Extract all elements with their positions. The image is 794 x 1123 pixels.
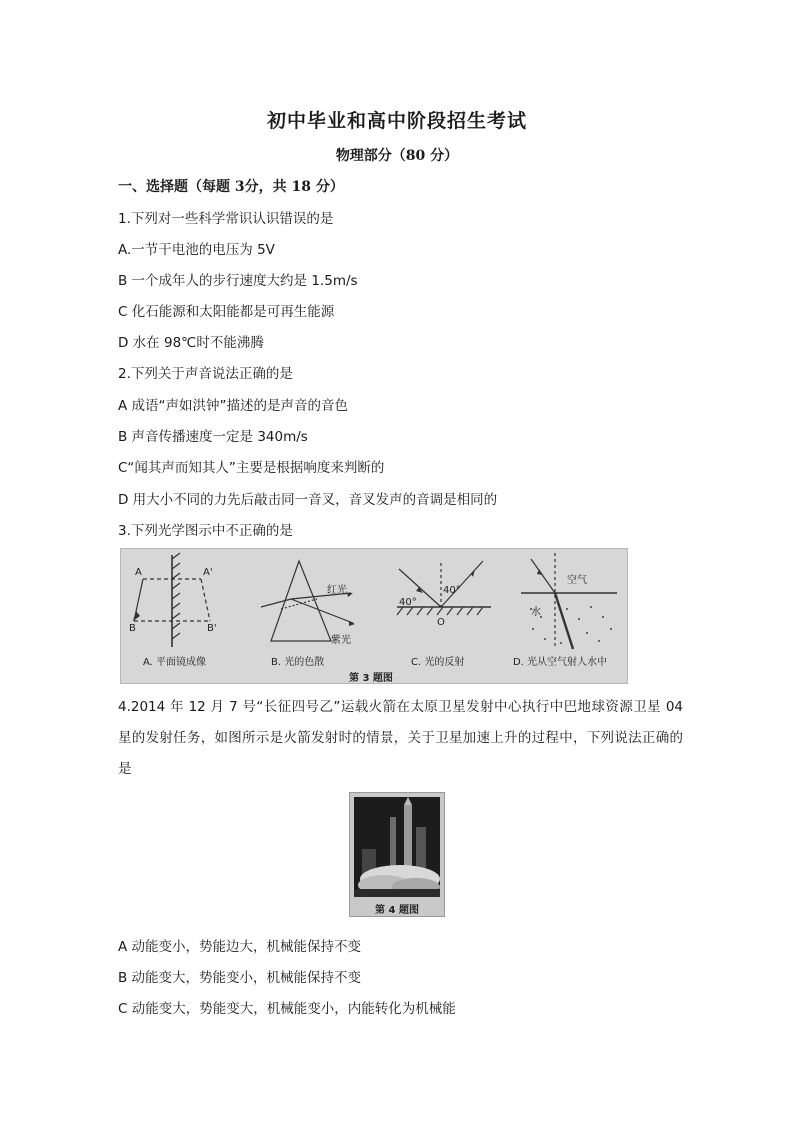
figure-4-title: 第 4 题图 — [375, 905, 419, 916]
label-point-o: O — [437, 617, 445, 628]
caption-c: C. 光的反射 — [411, 657, 465, 668]
caption-a: A. 平面镜成像 — [143, 657, 207, 668]
label-a-prime: A' — [203, 567, 213, 578]
caption-d: D. 光从空气射人水中 — [513, 657, 608, 668]
section-heading: 一、选择题（每题 3分，共 18 分） — [118, 179, 344, 195]
q4-option-a: A 动能变小，势能边大，机械能保持不变 — [118, 939, 362, 955]
q4-option-c: C 动能变大，势能变大，机械能变小，内能转化为机械能 — [118, 1001, 456, 1017]
rocket-launch-photo — [354, 797, 440, 897]
q4-figure — [349, 792, 445, 917]
label-angle-bottom: 40° — [399, 597, 417, 608]
q2-option-c: C“闻其声而知其人”主要是根据响度来判断的 — [118, 460, 385, 476]
label-violet-light: 紫光 — [331, 635, 351, 646]
q2-option-a: A 成语“声如洪钟”描述的是声音的音色 — [118, 398, 349, 414]
figure-3-title: 第 3 题图 — [349, 673, 393, 684]
q3-stem: 3.下列光学图示中不正确的是 — [118, 523, 293, 539]
label-b: B — [129, 623, 136, 634]
label-a: A — [135, 567, 142, 578]
exam-title: 初中毕业和高中阶段招生考试 — [266, 110, 527, 132]
q1-option-b: B 一个成年人的步行速度大约是 1.5m/s — [118, 273, 358, 289]
label-red-light: 红光 — [327, 585, 347, 596]
label-angle-top: 40° — [443, 585, 461, 596]
q2-stem: 2.下列关于声音说法正确的是 — [118, 366, 293, 382]
q2-option-b: B 声音传播速度一定是 340m/s — [118, 429, 308, 445]
q3-figure — [120, 548, 628, 684]
exam-subtitle: 物理部分（80 分） — [335, 148, 459, 164]
q4-option-b: B 动能变大，势能变小，机械能保持不变 — [118, 970, 362, 986]
label-water: 水 — [531, 607, 541, 618]
q4-stem: 4.2014 年 12 月 7 号“长征四号乙”运载火箭在太原卫星发射中心执行中巴地球资源卫星 04 星的发射任务，如图所示是火箭发射时的情景，关于卫星加速上升的过程中，下列说法正确的是 — [118, 699, 683, 777]
q1-option-a: A.一节干电池的电压为 5V — [118, 242, 275, 258]
label-air: 空气 — [567, 575, 587, 586]
q1-option-d: D 水在 98℃时不能沸腾 — [118, 335, 264, 351]
q1-option-c: C 化石能源和太阳能都是可再生能源 — [118, 304, 335, 320]
q2-option-d: D 用大小不同的力先后敲击同一音叉，音叉发声的音调是相同的 — [118, 492, 498, 508]
caption-b: B. 光的色散 — [271, 657, 325, 668]
q1-stem: 1.下列对一些科学常识认识错误的是 — [118, 211, 334, 227]
label-b-prime: B' — [207, 623, 217, 634]
rocket-launch-svg — [354, 797, 440, 897]
